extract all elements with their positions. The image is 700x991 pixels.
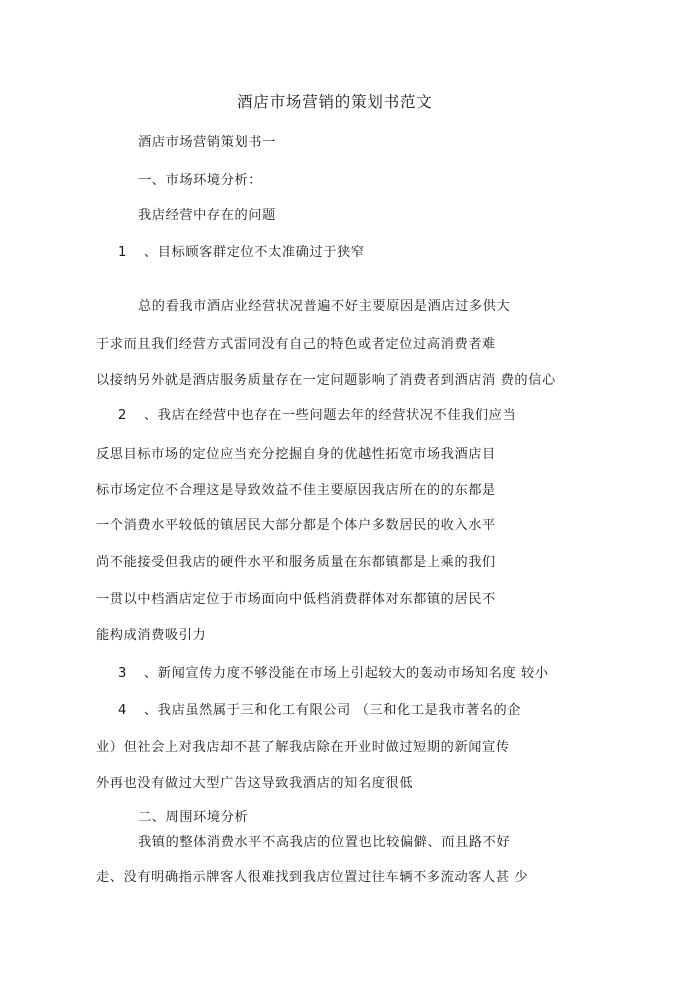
document-subtitle: 酒店市场营销策划书一: [138, 135, 276, 150]
list-item-4: [118, 703, 521, 719]
problems-heading: 我店经营中存在的问题: [138, 208, 276, 223]
paragraph-line: 业）但社会上对我店却不甚了解我店除在开业时做过短期的新闻宣传: [96, 740, 510, 755]
paragraph-line: 于求而且我们经营方式雷同没有自己的特色或者定位过高消费者难: [96, 337, 496, 352]
item-number: 4: [118, 703, 127, 718]
paragraph-line: 标市场定位不合理这是导致效益不佳主要原因我店所在的的东都是: [96, 483, 496, 498]
paragraph-line: 能构成消费吸引力: [96, 628, 207, 643]
item-text: 、新闻宣传力度不够没能在市场上引起较大的轰动市场知名度 较小: [144, 666, 549, 681]
item-text: 、我店虽然属于三和化工有限公司 （三和化工是我市著名的企: [144, 703, 522, 718]
paragraph-line: 外再也没有做过大型广告这导致我酒店的知名度很低: [96, 776, 414, 791]
item-number: 1: [118, 245, 127, 260]
list-item-2: [118, 408, 516, 424]
section1-heading: 一、市场环境分析：: [138, 173, 263, 188]
list-item-3: [118, 666, 549, 682]
list-item-1: [118, 245, 365, 261]
paragraph-line: 反思目标市场的定位应当充分挖掘自身的优越性拓宽市场我酒店目: [96, 447, 496, 462]
paragraph-line: 以接纳另外就是酒店服务质量存在一定问题影响了消费者到酒店消 费的信心: [96, 373, 556, 388]
paragraph-line: 我镇的整体消费水平不高我店的位置也比较偏僻、而且路不好: [138, 835, 511, 850]
paragraph-line: 一贯以中档酒店定位于市场面向中低档消费群体对东都镇的居民不: [96, 592, 496, 607]
paragraph-line: 走、没有明确指示牌客人很难找到我店位置过往车辆不多流动客人甚 少: [96, 870, 529, 885]
item-number: 3: [118, 666, 127, 681]
item-text: 、我店在经营中也存在一些问题去年的经营状况不佳我们应当: [144, 408, 517, 423]
item-number: 2: [118, 408, 127, 423]
item-text: 、目标顾客群定位不太准确过于狭窄: [144, 245, 365, 260]
paragraph-line: 尚不能接受但我店的硬件水平和服务质量在东都镇都是上乘的我们: [96, 555, 496, 570]
paragraph-line: 总的看我市酒店业经营状况普遍不好主要原因是酒店过多供大: [138, 299, 511, 314]
section2-heading: 二、周围环境分析: [138, 810, 249, 825]
paragraph-line: 一个消费水平较低的镇居民大部分都是个体户多数居民的收入水平: [96, 518, 496, 533]
document-title: 酒店市场营销的策划书范文: [237, 93, 433, 111]
